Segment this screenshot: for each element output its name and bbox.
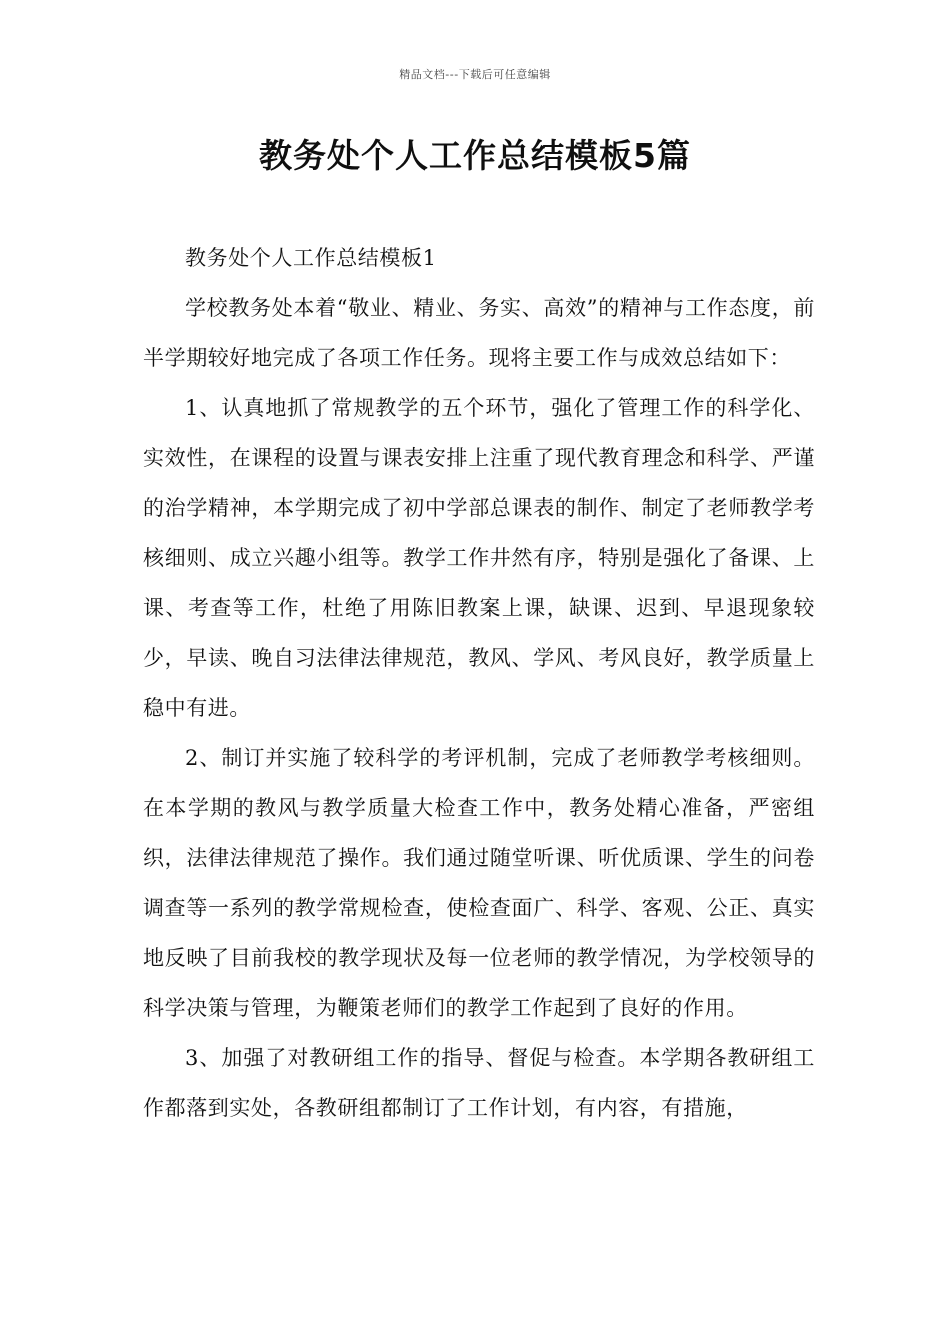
paragraph-item-2: 2、制订并实施了较科学的考评机制，完成了老师教学考核细则。在本学期的教风与教学质量大检查工作中，教务处精心准备，严密组织，法律法律规范了操作。我们通过随堂听课、听优质课、学生的问卷调查等一系列的教学常规检查，使检查面广、科学、客观、公正、真实地反映了目前我校的教学现状及每一位老师的教学情况，为学校领导的科学决策与管理，为鞭策老师们的教学工作起到了良好的作用。 bbox=[143, 746, 815, 1020]
paragraph-item-3: 3、加强了对教研组工作的指导、督促与检查。本学期各教研组工作都落到实处，各教研组都制订了工作计划，有内容，有措施， bbox=[143, 1046, 815, 1120]
header-note: 精品文档---下载后可任意编辑 bbox=[399, 68, 551, 81]
paragraph-item-1: 1、认真地抓了常规教学的五个环节，强化了管理工作的科学化、实效性，在课程的设置与课表安排上注重了现代教育理念和科学、严谨的治学精神，本学期完成了初中学部总课表的制作、制定了老师教学考核细则、成立兴趣小组等。教学工作井然有序，特别是强化了备课、上课、考查等工作，杜绝了用陈旧教案上课，缺课、迟到、早退现象较少，早读、晚自习法律法律规范，教风、学风、考风良好，教学质量上稳中有进。 bbox=[143, 396, 815, 720]
paragraph-intro: 学校教务处本着“敬业、精业、务实、高效”的精神与工作态度，前半学期较好地完成了各项工作任务。现将主要工作与成效总结如下： bbox=[143, 296, 815, 370]
document-title: 教务处个人工作总结模板5篇 bbox=[259, 136, 691, 175]
section-heading: 教务处个人工作总结模板1 bbox=[185, 246, 437, 270]
document-body bbox=[143, 233, 815, 1133]
